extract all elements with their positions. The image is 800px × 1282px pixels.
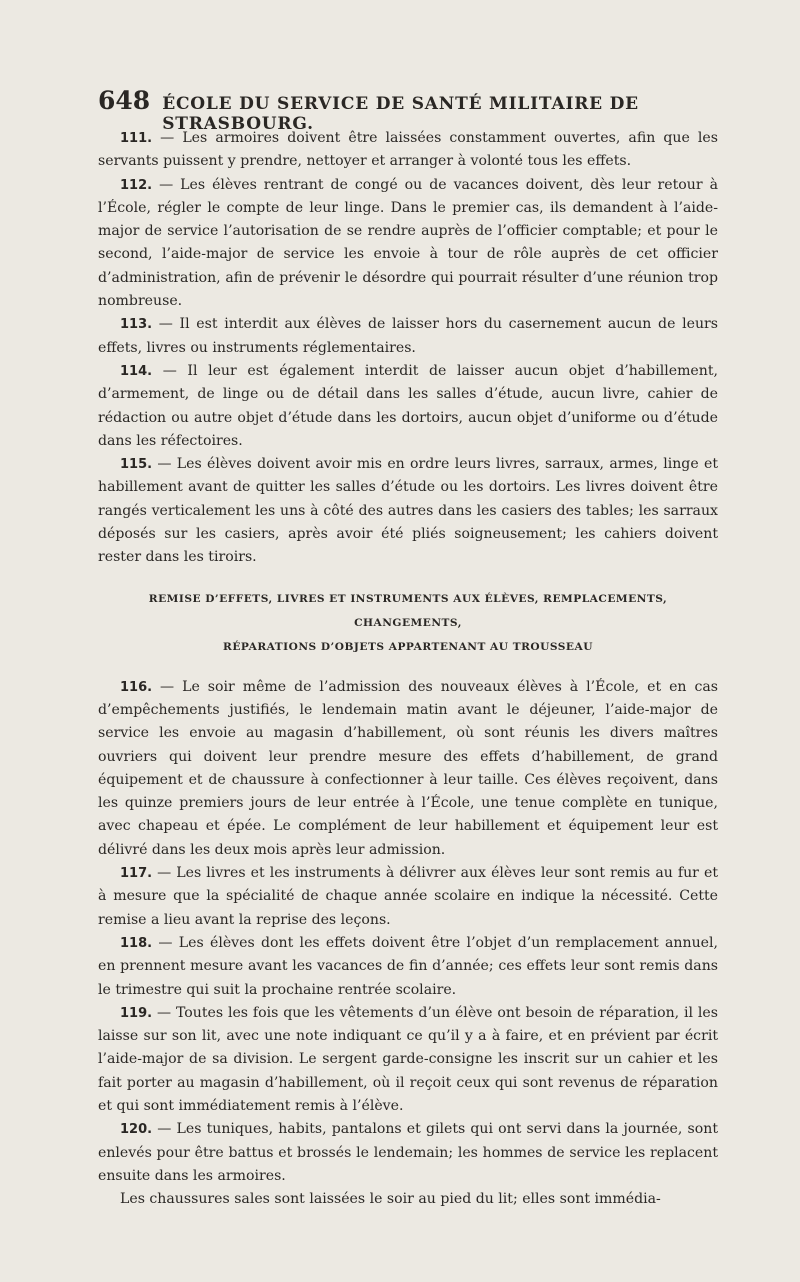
article-115 [98, 453, 718, 569]
article-text: — Les élèves rentrant de congé ou de vacances doivent, dès leur retour à l’École, régler le compte de leur linge. Dans le premier cas, ils demandent à l’aide-major de service l’autorisation de se rendre auprès de l’officier comptable; et pour le second, l’aide-major de service les envoie à tour de rôle auprès de cet officier d’administration, afin de prévenir le désordre qui pourrait résulter d’une réunion trop nombreuse. [98, 176, 718, 310]
running-title: ÉCOLE DU SERVICE DE SANTÉ MILITAIRE DE STRASBOURG. [162, 94, 639, 134]
section-heading [98, 587, 718, 659]
article-112 [98, 174, 718, 314]
article-text: — Les élèves dont les effets doivent être l’objet d’un remplacement annuel, en prennent mesure avant les vacances de fin d’année; ces effets leur sont remis dans le trimestre qui suit la prochaine rentrée scolaire. [98, 934, 718, 998]
article-text: — Les tuniques, habits, pantalons et gilets qui ont servi dans la journée, sont enlevés pour être battus et brossés le lendemain; les hommes de service les replacent ensuite dans les armoires. [98, 1121, 718, 1184]
article-114 [98, 360, 718, 453]
section-heading-line-2: RÉPARATIONS D’OBJETS APPARTENANT AU TROUSSEAU [223, 640, 593, 653]
article-number: 116. [120, 679, 153, 695]
article-number: 115. [120, 457, 153, 473]
article-number: 112. [120, 177, 153, 193]
article-113 [98, 313, 718, 360]
article-number: 119. [120, 1005, 153, 1021]
article-text: Les chaussures sales sont laissées le soir au pied du lit; elles sont immédia- [120, 1191, 661, 1208]
page-number: 648 [98, 86, 151, 115]
page-body [98, 127, 718, 1211]
article-number: 118. [120, 935, 153, 951]
article-text: — Le soir même de l’admission des nouveaux élèves à l’École, et en cas d’empêchements justifiés, le lendemain matin avant le déjeuner, l’aide-major de service les envoie au magasin d’habillement, où sont réunis les divers maîtres ouvriers qui doivent leur prendre mesure des effets d’habillement, de grand équipement et de chaussure à confectionner à leur taille. Ces élèves reçoivent, dans les quinze premiers jours de leur entrée à l’École, une tenue complète en tunique, avec chapeau et épée. Le complément de leur habillement et équipement leur est délivré dans les deux mois après leur admission. [98, 678, 718, 858]
article-120 [98, 1118, 718, 1188]
article-number: 120. [120, 1122, 153, 1138]
article-117 [98, 862, 718, 932]
article-text: — Toutes les fois que les vêtements d’un élève ont besoin de réparation, il les laisse sur son lit, avec une note indiquant ce qu’il y a à faire, et en prévient par écrit l’aide-major de sa division. Le sergent garde-consigne les inscrit sur un cahier et les fait porter au magasin d’habillement, où il reçoit ceux qui sont revenus de réparation et qui sont immédiatement remis à l’élève. [98, 1004, 718, 1114]
article-text: — Les armoires doivent être laissées constamment ouvertes, afin que les servants puissent y prendre, nettoyer et arranger à volonté tous les effets. [98, 130, 718, 170]
page-header [98, 86, 718, 134]
article-number: 111. [120, 131, 153, 146]
continuation-paragraph [98, 1188, 718, 1211]
article-111 [98, 127, 718, 174]
article-text: — Il est interdit aux élèves de laisser hors du casernement aucun de leurs effets, livres ou instruments réglementaires. [98, 316, 718, 356]
article-number: 117. [120, 866, 153, 882]
article-text: — Il leur est également interdit de laisser aucun objet d’habillement, d’armement, de linge ou de détail dans les salles d’étude, aucun livre, cahier de rédaction ou autre objet d’étude dans les dortoirs, aucun objet d’uniforme ou d’étude dans les réfectoires. [98, 362, 718, 449]
article-118 [98, 932, 718, 1002]
article-116 [98, 676, 718, 862]
article-119 [98, 1002, 718, 1118]
article-number: 114. [120, 363, 153, 379]
section-heading-line-1: REMISE D’EFFETS, LIVRES ET INSTRUMENTS AUX ÉLÈVES, REMPLACEMENTS, CHANGEMENTS, [148, 592, 668, 629]
article-number: 113. [120, 317, 153, 333]
article-text: — Les livres et les instruments à délivrer aux élèves leur sont remis au fur et à mesure que la spécialité de chaque année scolaire en indique la nécessité. Cette remise a lieu avant la reprise des leçons. [98, 865, 718, 928]
article-text: — Les élèves doivent avoir mis en ordre leurs livres, sarraux, armes, linge et habillement avant de quitter les salles d’étude ou les dortoirs. Les livres doivent être rangés verticalement les uns à côté des autres dans les casiers des tables; les sarraux déposés sur les casiers, après avoir été pliés soigneusement; les cahiers doivent rester dans les tiroirs. [98, 456, 718, 566]
